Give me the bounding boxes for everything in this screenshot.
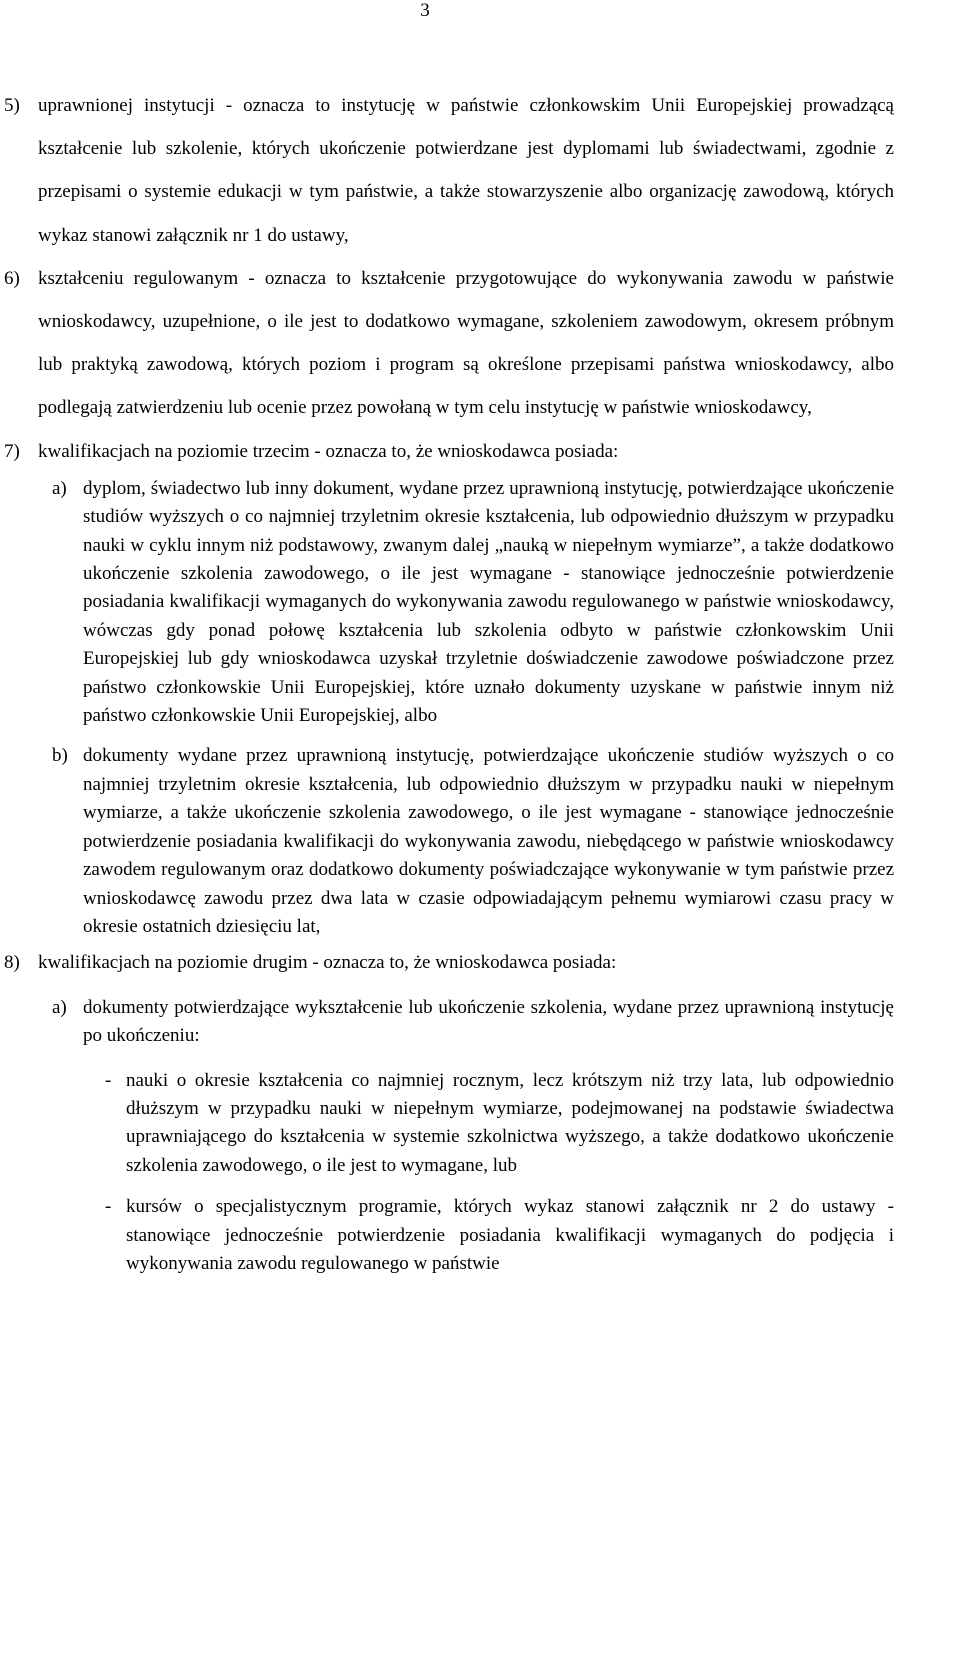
subitem-label: a) [52,996,67,1018]
subitem-text: dyplom, świadectwo lub inny dokument, wydane przez uprawnioną instytucję, potwierdzające ukończenie studiów wyższych o co najmniej trzyletnim okresie kształcenia, lub odpowiednio dłuższym w przypadku nauki w cyklu innym niż podstawowy, zwanym dalej „nauką w niepełnym wymiarze”, a także dodatkowo ukończenie szkolenia zawodowego, o ile jest wymagane - stanowiące jednocześnie potwierdzenie posiadania kwalifikacji wymaganych do wykonywania zawodu regulowanego w państwie wnioskodawcy, wówczas gdy ponad połowę kształcenia lub szkolenia odbyto w państwie członkowskim Unii Europejskiej lub gdy wnioskodawca uzyskał trzyletnie doświadczenie zawodowe poświadczone przez państwo członkowskie Unii Europejskiej, które uznało dokumenty uzyskane w państwie innym niż państwo członkowskie Unii Europejskiej, albo [83,477,894,727]
subitem-label: a) [52,477,67,499]
dash-mark: - [105,1196,112,1218]
definition-item-8 [4,949,894,977]
subitem-8a [52,994,894,1051]
definition-item-5 [4,84,894,257]
subitem-7b [52,742,894,941]
item-number: 8) [4,952,20,974]
subitem-7a [52,475,894,731]
item-text: kwalifikacjach na poziomie drugim - oznacza to, że wnioskodawca posiada: [38,952,617,974]
dash-text: kursów o specjalistycznym programie, których wykaz stanowi załącznik nr 2 do ustawy - stanowiące jednocześnie potwierdzenie posiadania kwalifikacji wymaganych do podjęcia i wykonywania zawodu regulowanego w państwie [126,1196,894,1274]
document-body [4,84,894,1278]
dash-item-2 [105,1193,894,1278]
subitem-label: b) [52,745,68,767]
item-number: 6) [4,267,20,289]
item-number: 7) [4,440,20,462]
definition-item-6 [4,257,894,430]
page-number: 3 [420,0,430,21]
dash-text: nauki o okresie kształcenia co najmniej rocznym, lecz krótszym niż trzy lata, lub odpowiednio dłuższym w przypadku nauki w niepełnym wymiarze, podejmowanej na podstawie świadectwa uprawniającego do kształcenia w systemie szkolnictwa wyższego, a także dodatkowo ukończenie szkolenia zawodowego, o ile jest to wymagane, lub [126,1069,894,1176]
dash-item-1 [105,1067,894,1181]
item-text: uprawnionej instytucji - oznacza to instytucję w państwie członkowskim Unii Europejskiej prowadzącą kształcenie lub szkolenie, których ukończenie potwierdzane jest dyplomami lub świadectwami, zgodnie z przepisami o systemie edukacji w tym państwie, a także stowarzyszenie albo organizację zawodową, których wykaz stanowi załącznik nr 1 do ustawy, [38,95,894,246]
definition-item-7 [4,430,894,473]
item-text: kwalifikacjach na poziomie trzecim - oznacza to, że wnioskodawca posiada: [38,440,619,462]
item-number: 5) [4,95,20,116]
subitem-text: dokumenty potwierdzające wykształcenie lub ukończenie szkolenia, wydane przez uprawnioną instytucję po ukończeniu: [83,996,894,1047]
subitem-text: dokumenty wydane przez uprawnioną instytucję, potwierdzające ukończenie studiów wyższych o co najmniej trzyletnim okresie kształcenia, lub odpowiednio dłuższym w przypadku nauki w niepełnym wymiarze, a także ukończenie szkolenia zawodowego, o ile jest wymagane - stanowiące jednocześnie potwierdzenie posiadania kwalifikacji do wykonywania zawodu, niebędącego w państwie wnioskodawcy zawodem regulowanym oraz dodatkowo dokumenty poświadczające wykonywanie w tym państwie przez wnioskodawcę zawodu przez dwa lata w czasie odpowiadającym pełnemu wymiarowi czasu pracy w okresie ostatnich dziesięciu lat, [83,745,894,937]
item-text: kształceniu regulowanym - oznacza to kształcenie przygotowujące do wykonywania zawodu w państwie wnioskodawcy, uzupełnione, o ile jest to dodatkowo wymagane, szkoleniem zawodowym, okresem próbnym lub praktyką zawodową, których poziom i program są określone przepisami państwa wnioskodawcy, albo podlegają zatwierdzeniu lub ocenie przez powołaną w tym celu instytucję w państwie wnioskodawcy, [38,267,894,419]
dash-mark: - [105,1069,112,1091]
